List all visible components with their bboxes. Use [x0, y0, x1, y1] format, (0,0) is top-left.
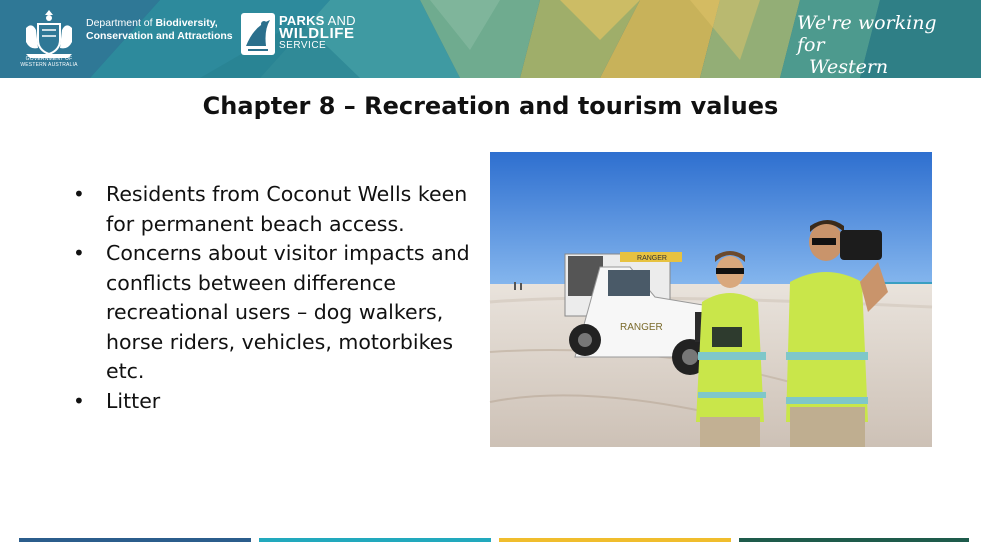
slogan: We're working for Western Australia. [797, 12, 937, 100]
footer-stripe-teal [259, 538, 491, 542]
department-name: Department of Biodiversity, Conservation and Attractions [86, 17, 233, 42]
footer-stripe-yellow [499, 538, 731, 542]
bullet-list [70, 180, 470, 416]
crest-caption: GOVERNMENT OF WESTERN AUSTRALIA [20, 56, 78, 68]
svg-text:RANGER: RANGER [637, 255, 667, 262]
rangers-photo [490, 152, 932, 447]
slide-title: Chapter 8 – Recreation and tourism values [202, 92, 779, 120]
footer-stripe-green [739, 538, 969, 542]
parks-wildlife-wordmark: PARKS AND WILDLIFE SERVICE [279, 13, 356, 51]
bullet-item: • Residents from Coconut Wells keen for permanent beach access. [70, 180, 470, 239]
rangers-beach-illustration [490, 152, 932, 447]
bullet-item: • Concerns about visitor impacts and conflicts between difference recreational users – dog walkers, horse riders, vehicles, motorbikes etc. [70, 239, 470, 387]
bullet-item: • Litter [70, 387, 470, 417]
header-banner [0, 0, 981, 100]
parks-wildlife-logo-icon [240, 12, 276, 56]
footer-stripe-navy [19, 538, 251, 542]
svg-text:RANGER: RANGER [620, 322, 663, 333]
